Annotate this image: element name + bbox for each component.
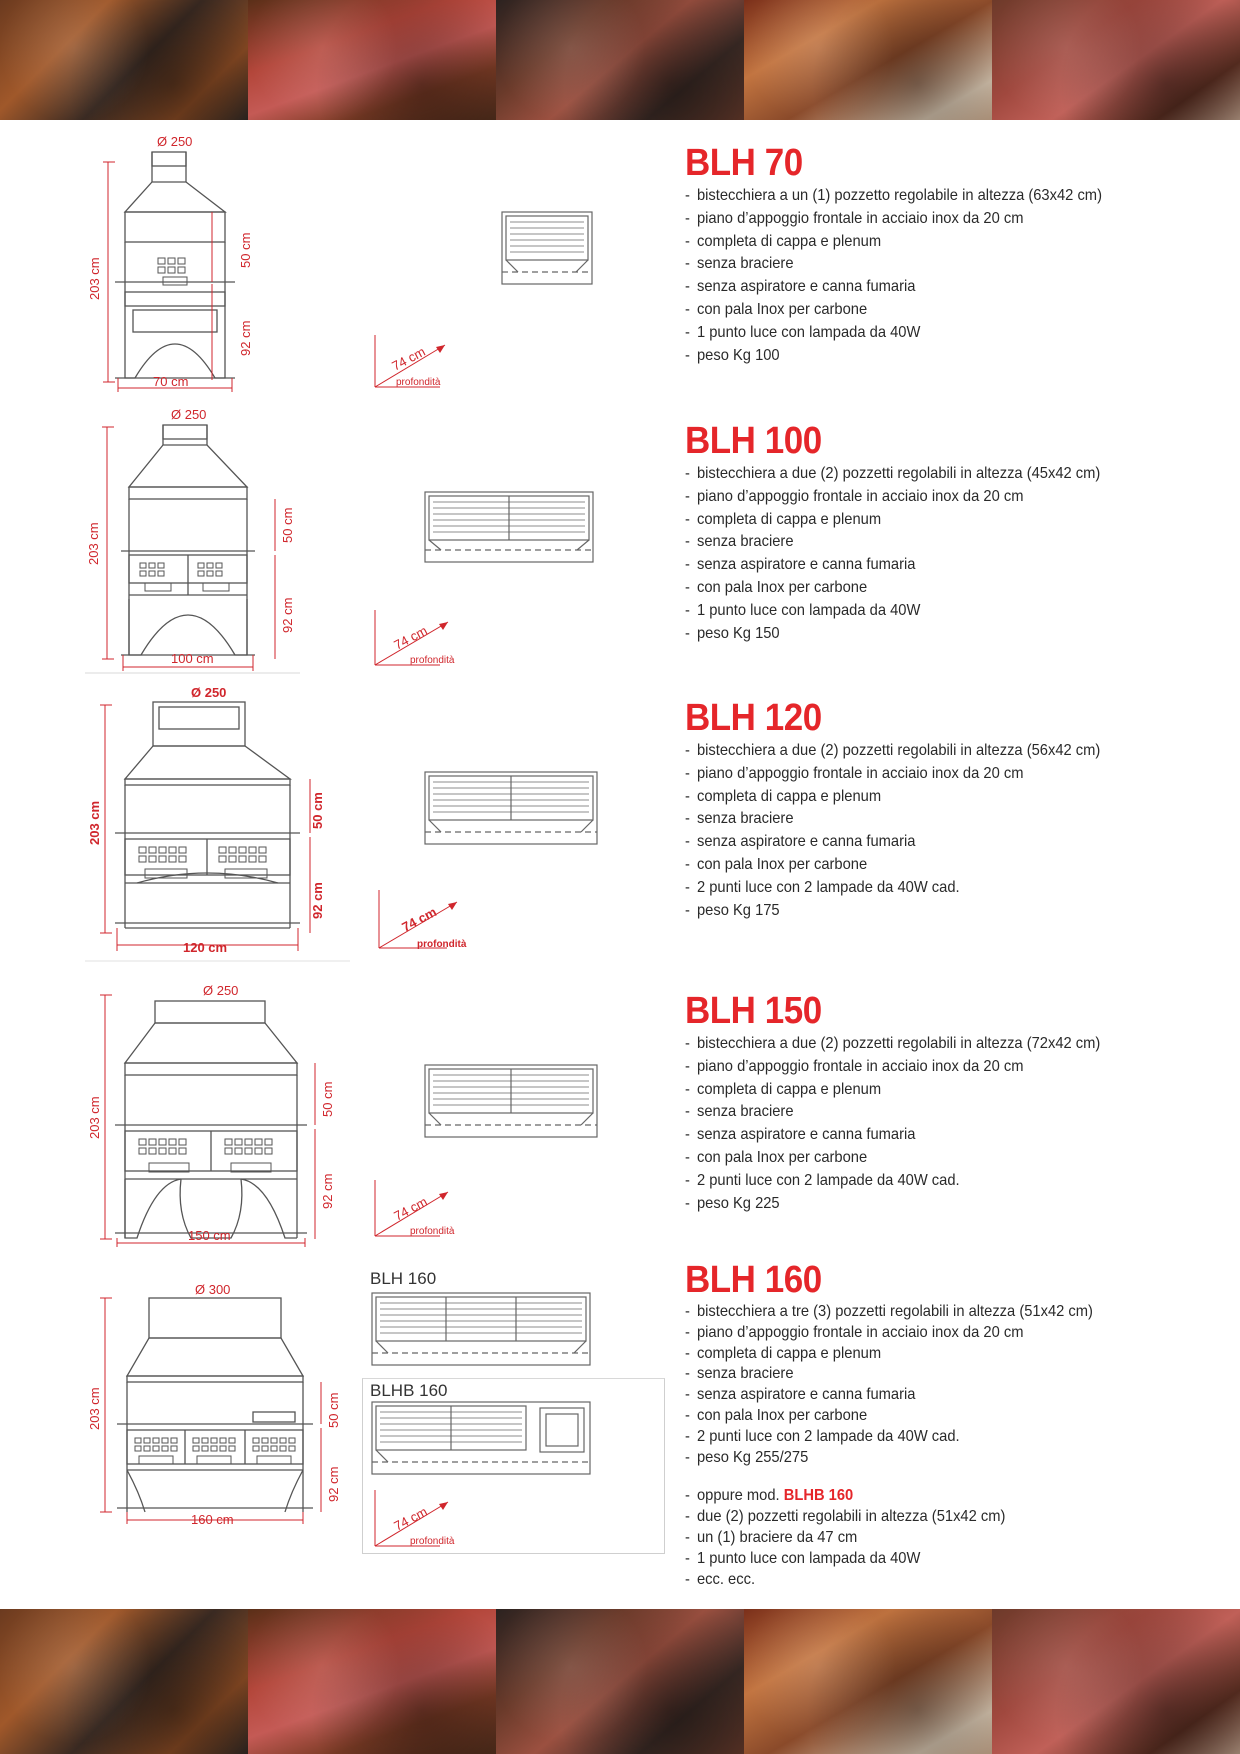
feature-item: - senza braciere	[685, 810, 794, 828]
depth-indicator-blh70	[370, 335, 470, 390]
bottom-photo-banner	[0, 1609, 1240, 1754]
top-plan-blh70	[500, 210, 595, 290]
feature-item: - bistecchiera a due (2) pozzetti regolabili in altezza (56x42 cm)	[685, 742, 1101, 759]
width-label: 150 cm	[188, 1228, 231, 1243]
feature-item: - con pala Inox per carbone	[685, 300, 868, 318]
depth-caption: profondità	[410, 1536, 455, 1547]
feature-item: - senza aspiratore e canna fumaria	[685, 1386, 916, 1404]
plan-label: BLHB 160	[370, 1381, 448, 1400]
feature-item: - senza braciere	[685, 1103, 794, 1121]
height-base-label: 92 cm	[280, 597, 295, 633]
feature-item: - senza braciere	[685, 1365, 794, 1383]
height-base-label: 92 cm	[320, 1173, 335, 1209]
width-label: 70 cm	[153, 374, 189, 389]
feature-item: - bistecchiera a un (1) pozzetto regolabile in altezza (63x42 cm)	[685, 187, 1102, 204]
height-total-label: 203 cm	[87, 1387, 102, 1430]
height-hood-label: 50 cm	[310, 792, 325, 829]
alt-model-name: BLHB 160	[783, 1487, 854, 1505]
feature-item: - peso Kg 225	[685, 1194, 780, 1212]
feature-item: - completa di cappa e plenum	[685, 232, 882, 250]
product-title: BLH 100	[685, 420, 822, 462]
feature-item: - un (1) braciere da 47 cm	[685, 1528, 858, 1546]
rare-beef-photo	[992, 0, 1240, 120]
depth-indicator-blh100	[370, 610, 470, 670]
height-base-label: 92 cm	[326, 1466, 341, 1502]
product-blh150	[685, 991, 1225, 1215]
feature-item: - senza braciere	[685, 255, 794, 273]
feature-item: - piano d’appoggio frontale in acciaio inox da 20 cm	[685, 487, 1024, 505]
feature-list	[685, 740, 1225, 922]
feature-item: - 2 punti luce con 2 lampade da 40W cad.	[685, 1427, 960, 1445]
feature-list	[685, 185, 1225, 367]
feature-list	[685, 1302, 1225, 1590]
feature-item: - con pala Inox per carbone	[685, 1148, 868, 1166]
sliced-steak-photo	[248, 0, 496, 120]
product-title: BLH 150	[685, 990, 822, 1032]
feature-item: - con pala Inox per carbone	[685, 578, 868, 596]
sausages-burgers-photo	[0, 0, 248, 120]
feature-item: - bistecchiera a tre (3) pozzetti regolabili in altezza (51x42 cm)	[685, 1303, 1093, 1320]
feature-item: - senza aspiratore e canna fumaria	[685, 556, 916, 574]
feature-item: - completa di cappa e plenum	[685, 1080, 882, 1098]
spacer	[685, 1468, 1182, 1486]
tbone-steak-photo	[744, 0, 992, 120]
depth-caption: profondità	[396, 377, 441, 388]
feature-item: - senza braciere	[685, 533, 794, 551]
feature-item: - peso Kg 175	[685, 901, 780, 919]
height-total-label: 203 cm	[87, 257, 102, 300]
product-blh70	[685, 143, 1225, 367]
width-label: 100 cm	[171, 651, 214, 666]
diameter-label: Ø 300	[195, 1282, 231, 1297]
height-total-label: 203 cm	[87, 800, 102, 845]
feature-item: - completa di cappa e plenum	[685, 787, 882, 805]
feature-item: - 2 punti luce con 2 lampade da 40W cad.	[685, 878, 960, 896]
width-label: 120 cm	[183, 940, 228, 955]
depth-caption: profondità	[417, 939, 467, 950]
diameter-label: Ø 250	[171, 407, 207, 422]
depth-label: 74 cm	[391, 1503, 430, 1534]
feature-item: - senza aspiratore e canna fumaria	[685, 278, 916, 296]
height-hood-label: 50 cm	[326, 1392, 341, 1428]
product-title: BLH 120	[685, 697, 822, 739]
feature-item: - piano d’appoggio frontale in acciaio inox da 20 cm	[685, 1057, 1024, 1075]
feature-item: - senza aspiratore e canna fumaria	[685, 833, 916, 851]
diameter-label: Ø 250	[203, 983, 239, 998]
feature-item: - peso Kg 255/275	[685, 1448, 809, 1466]
front-elevation-blh160	[85, 1280, 355, 1530]
feature-item: - con pala Inox per carbone	[685, 1406, 868, 1424]
depth-indicator-blh150	[370, 1180, 470, 1240]
depth-label: 74 cm	[399, 904, 439, 935]
feature-item: - 1 punto luce con lampada da 40W	[685, 323, 921, 341]
feature-item: - piano d’appoggio frontale in acciaio inox da 20 cm	[685, 764, 1024, 782]
diameter-label: Ø 250	[157, 134, 193, 149]
top-plan-blh120	[423, 770, 601, 852]
feature-list	[685, 1033, 1225, 1215]
height-hood-label: 50 cm	[280, 507, 295, 543]
product-blh100	[685, 421, 1225, 645]
height-base-label: 92 cm	[310, 882, 325, 919]
feature-item: - senza aspiratore e canna fumaria	[685, 1126, 916, 1144]
top-plan-blh100	[423, 490, 597, 570]
sausages-burgers-photo	[0, 1609, 248, 1754]
product-title: BLH 160	[685, 1259, 822, 1301]
height-hood-label: 50 cm	[238, 232, 253, 268]
tbone-steak-photo	[744, 1609, 992, 1754]
feature-item: - piano d’appoggio frontale in acciaio inox da 20 cm	[685, 209, 1024, 227]
alt-model-item: - oppure mod. BLHB 160	[685, 1487, 854, 1505]
top-plan-blh150	[423, 1063, 601, 1143]
grilled-meat-photo	[496, 0, 744, 120]
diameter-label: Ø 250	[191, 685, 227, 700]
height-total-label: 203 cm	[86, 522, 101, 565]
feature-item: - 1 punto luce con lampada da 40W	[685, 1549, 921, 1567]
feature-item: - piano d’appoggio frontale in acciaio inox da 20 cm	[685, 1323, 1024, 1341]
front-elevation-blh120	[85, 683, 355, 963]
feature-item: - bistecchiera a due (2) pozzetti regolabili in altezza (72x42 cm)	[685, 1035, 1101, 1052]
front-elevation-blh150	[85, 983, 355, 1248]
height-hood-label: 50 cm	[320, 1081, 335, 1117]
depth-indicator-blh120	[375, 890, 475, 955]
feature-item: - bistecchiera a due (2) pozzetti regolabili in altezza (45x42 cm)	[685, 465, 1101, 482]
depth-label: 74 cm	[389, 343, 428, 374]
feature-item: - 1 punto luce con lampada da 40W	[685, 601, 921, 619]
depth-label: 74 cm	[391, 622, 430, 653]
width-label: 160 cm	[191, 1512, 234, 1527]
top-plan-blhb160	[368, 1378, 608, 1483]
product-blh160	[685, 1260, 1225, 1590]
feature-item: - completa di cappa e plenum	[685, 1344, 882, 1362]
feature-item: - 2 punti luce con 2 lampade da 40W cad.	[685, 1171, 960, 1189]
top-plan-blh160	[368, 1265, 608, 1370]
front-elevation-blh100	[85, 405, 305, 675]
plan-label: BLH 160	[370, 1269, 437, 1288]
feature-list	[685, 463, 1225, 645]
front-elevation-blh70	[85, 130, 295, 395]
feature-item: - due (2) pozzetti regolabili in altezza (51x42 cm)	[685, 1508, 1006, 1526]
feature-item: - peso Kg 100	[685, 346, 780, 364]
depth-label: 74 cm	[391, 1193, 430, 1224]
depth-indicator-blh160	[370, 1490, 470, 1550]
depth-caption: profondità	[410, 655, 455, 666]
rare-beef-photo	[992, 1609, 1240, 1754]
feature-item: - completa di cappa e plenum	[685, 510, 882, 528]
feature-item: - peso Kg 150	[685, 624, 780, 642]
grilled-meat-mushroom-photo	[496, 1609, 744, 1754]
product-blh120	[685, 698, 1225, 922]
top-photo-banner	[0, 0, 1240, 120]
product-title: BLH 70	[685, 142, 803, 184]
depth-caption: profondità	[410, 1226, 455, 1237]
feature-item: - ecc. ecc.	[685, 1570, 756, 1588]
height-total-label: 203 cm	[87, 1096, 102, 1139]
feature-item: - con pala Inox per carbone	[685, 855, 868, 873]
sliced-steak-photo	[248, 1609, 496, 1754]
height-base-label: 92 cm	[238, 320, 253, 356]
